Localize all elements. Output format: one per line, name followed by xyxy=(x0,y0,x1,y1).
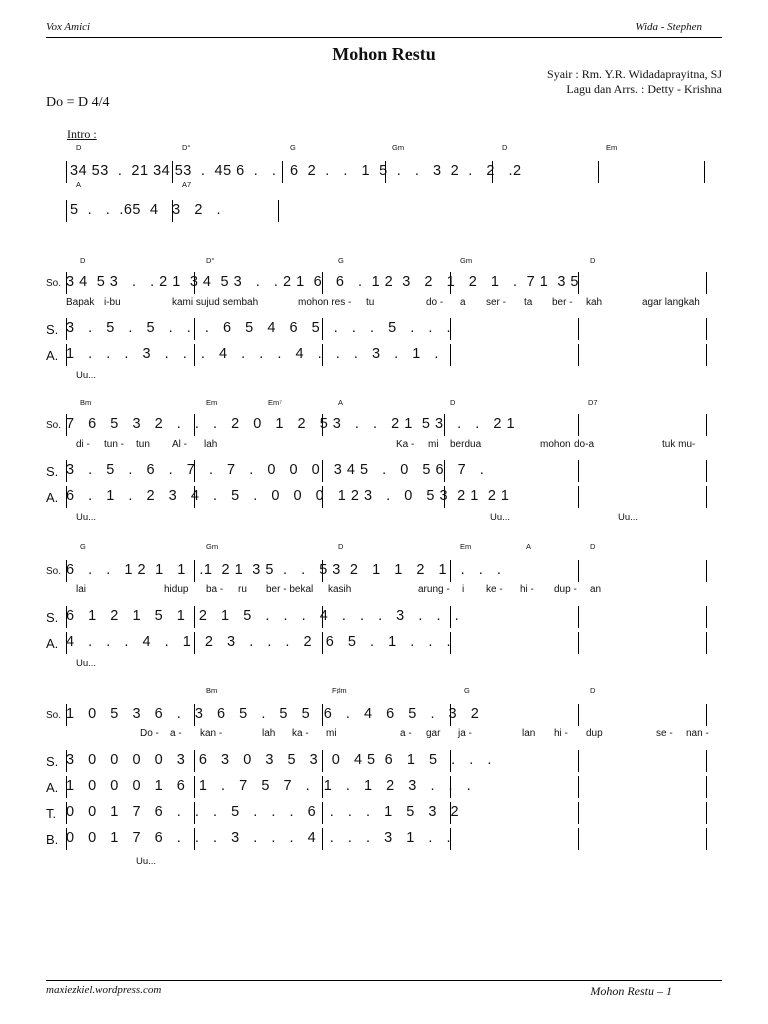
lyric-syllable: tun xyxy=(136,439,150,450)
alto-staff xyxy=(0,344,768,368)
solo-notes: 3 4 5 3 . . 2 1 3 4 5 3 . . 2 1 6 6 . 1 2 3 2 1 2 1 . 7 1 3 5 xyxy=(66,274,579,290)
chord: D xyxy=(590,542,596,551)
lyric-syllable: lan xyxy=(522,728,536,739)
chord-row xyxy=(0,256,768,266)
lyric-syllable: lah xyxy=(262,728,276,739)
intro-staff-2 xyxy=(0,200,768,224)
part-label: T. xyxy=(46,806,57,821)
chord-row xyxy=(0,180,768,190)
soprano-solo-staff xyxy=(0,272,768,296)
lyric-syllable: lah xyxy=(204,439,218,450)
lyric-syllable: ta xyxy=(524,297,533,308)
chord: D7 xyxy=(588,398,598,407)
soprano-staff xyxy=(0,460,768,484)
footer-rule xyxy=(46,980,722,981)
chord: D° xyxy=(182,143,191,152)
chord: Gm xyxy=(460,256,473,265)
tenor-staff xyxy=(0,802,768,826)
intro-label: Intro : xyxy=(67,127,97,141)
header-group-name: Vox Amici xyxy=(46,21,91,33)
tenor-notes: 0 0 1 7 6 . . . 5 . . . 6 . . . 1 5 3 2 xyxy=(66,804,460,820)
lyric-syllable: ka - xyxy=(292,728,309,739)
chord: D xyxy=(590,686,596,695)
chord: F♯m xyxy=(332,686,347,695)
lyric-syllable: a - xyxy=(170,728,182,739)
header-rule xyxy=(46,37,722,38)
lyric-syllable: Bapak xyxy=(66,297,95,308)
music-credit: Lagu dan Arrs. : Detty - Krishna xyxy=(566,82,722,96)
part-label: A. xyxy=(46,780,59,795)
solo-notes: 1 0 5 3 6 . 3 6 5 . 5 5 6 . 4 6 5 . 3 2 xyxy=(66,706,480,722)
lyric-syllable: mi xyxy=(428,439,439,450)
soprano-staff xyxy=(0,606,768,630)
chord: Bm xyxy=(206,686,218,695)
chord: A7 xyxy=(182,180,192,189)
chord: D xyxy=(338,542,344,551)
lyric-syllable: i-bu xyxy=(104,297,121,308)
soprano-staff xyxy=(0,318,768,342)
humming-text: Uu... xyxy=(76,370,97,381)
humming-text: Uu... xyxy=(136,856,157,867)
part-label: B. xyxy=(46,832,59,847)
humming-text: Uu... xyxy=(618,512,639,523)
alto-staff xyxy=(0,776,768,800)
lyric-syllable: ber - bekal xyxy=(266,584,314,595)
lyric-syllable: se - xyxy=(656,728,673,739)
part-label: So. xyxy=(46,278,62,289)
lyric-syllable: an xyxy=(590,584,602,595)
part-label: So. xyxy=(46,566,62,577)
humming-text: Uu... xyxy=(76,658,97,669)
lyric-syllable: hidup xyxy=(164,584,189,595)
chord: G xyxy=(80,542,86,551)
alto-staff xyxy=(0,632,768,656)
chord: Em xyxy=(206,398,218,407)
lyric-syllable: kan - xyxy=(200,728,223,739)
intro-notes-2: 5 . . .65 4 3 2 . xyxy=(70,202,222,218)
chord-row xyxy=(0,398,768,408)
chord: D xyxy=(502,143,508,152)
lyric-syllable: do - xyxy=(426,297,444,308)
alto-notes: 1 . . . 3 . . . 4 . . . 4 . . . 3 . 1 . xyxy=(66,346,439,362)
chord: Em xyxy=(606,143,618,152)
lyric-syllable: tu xyxy=(366,297,375,308)
lyric-syllable: Ka - xyxy=(396,439,415,450)
lyric-syllable: mohon res - xyxy=(298,297,352,308)
soprano-notes: 6 1 2 1 5 1 2 1 5 . . . 4 . . . 3 . . . xyxy=(66,608,460,624)
song-title: Mohon Restu xyxy=(332,44,436,64)
soprano-notes: 3 . 5 . 5 . . . 6 5 4 6 5 . . . 5 . . . xyxy=(66,320,452,336)
lyric-syllable: berdua xyxy=(450,439,482,450)
part-label: S. xyxy=(46,610,59,625)
bass-notes: 0 0 1 7 6 . . . 3 . . . 4 . . . 3 1 . . xyxy=(66,830,452,846)
alto-notes: 1 0 0 0 1 6 1 . 7 5 7 . 1 . 1 2 3 . . . xyxy=(66,778,472,794)
lyric-syllable: Al - xyxy=(172,439,187,450)
humming-text: Uu... xyxy=(76,512,97,523)
chord: G xyxy=(338,256,344,265)
lyric-syllable: a xyxy=(460,297,466,308)
key-signature: Do = D 4/4 xyxy=(46,95,110,110)
bass-staff xyxy=(0,828,768,852)
lyric-syllable: kami sujud sembah xyxy=(172,297,259,308)
chord-row xyxy=(0,542,768,552)
solo-notes: 7 6 5 3 2 . . . 2 0 1 2 5 3 . . 2 1 5 3 . . 2 1 xyxy=(66,416,516,432)
chord: D xyxy=(80,256,86,265)
chord: D xyxy=(76,143,82,152)
chord: A xyxy=(338,398,344,407)
footer-page: Mohon Restu – 1 xyxy=(590,984,672,998)
soprano-solo-staff xyxy=(0,704,768,728)
chord: G xyxy=(464,686,470,695)
lyric-syllable: Do - xyxy=(140,728,159,739)
soprano-staff xyxy=(0,750,768,774)
solo-notes: 6 . . 1 2 1 1 .1 2 1 3 5 . . 5 3 2 1 1 2 1 . . . xyxy=(66,562,502,578)
lyric-syllable: tun - xyxy=(104,439,125,450)
lyric-syllable: ke - xyxy=(486,584,503,595)
lyric-syllable: dup - xyxy=(554,584,577,595)
chord: Gm xyxy=(392,143,405,152)
chord: Em⁷ xyxy=(268,398,282,407)
lyric-syllable: dup xyxy=(586,728,603,739)
chord: Bm xyxy=(80,398,92,407)
humming-text: Uu... xyxy=(490,512,511,523)
lyric-syllable: lai xyxy=(76,584,87,595)
chord: Em xyxy=(460,542,472,551)
lyric-syllable: ru xyxy=(238,584,247,595)
chord: D xyxy=(590,256,596,265)
alto-notes: 6 . 1 . 2 3 4 . 5 . 0 0 0 1 2 3 . 0 5 3 2 1 2 1 xyxy=(66,488,510,504)
soprano-notes: 3 0 0 0 0 3 6 3 0 3 5 3 0 4 5 6 1 5 . . . xyxy=(66,752,492,768)
part-label: So. xyxy=(46,420,62,431)
lyric-syllable: kah xyxy=(586,297,603,308)
lyric-syllable: ba - xyxy=(206,584,224,595)
lyric-syllable: do-a xyxy=(574,439,595,450)
lyric-syllable: ser - xyxy=(486,297,506,308)
chord: A xyxy=(526,542,532,551)
lyric-syllable: i xyxy=(462,584,465,595)
lyric-syllable: agar langkah xyxy=(642,297,700,308)
lyric-syllable: hi - xyxy=(554,728,568,739)
soprano-notes: 3 . 5 . 6 . 7 . 7 . 0 0 0 3 4 5 . 0 5 6 7 . xyxy=(66,462,485,478)
lyric-syllable: hi - xyxy=(520,584,534,595)
lyric-syllable: ja - xyxy=(458,728,472,739)
lyric-syllable: nan - xyxy=(686,728,709,739)
part-label: A. xyxy=(46,348,59,363)
lyric-syllable: mohon xyxy=(540,439,571,450)
lyric-syllable: kasih xyxy=(328,584,352,595)
lyrics-credit: Syair : Rm. Y.R. Widadaprayitna, SJ xyxy=(547,67,722,81)
soprano-solo-staff xyxy=(0,414,768,438)
soprano-solo-staff xyxy=(0,560,768,584)
part-label: S. xyxy=(46,464,59,479)
lyric-syllable: a - xyxy=(400,728,412,739)
lyric-syllable: ber - xyxy=(552,297,573,308)
footer-website: maxiezkiel.wordpress.com xyxy=(46,984,162,996)
alto-notes: 4 . . . 4 . 1 2 3 . . . 2 6 5 . 1 . . . xyxy=(66,634,452,650)
part-label: So. xyxy=(46,710,62,721)
intro-notes: 34 53 . 21 34 53 . 45 6 . . 6 2 . . 1 5 . . 3 2 . 2 .2 xyxy=(70,163,522,179)
lyric-syllable: di - xyxy=(76,439,90,450)
part-label: A. xyxy=(46,636,59,651)
chord: A xyxy=(76,180,82,189)
part-label: S. xyxy=(46,322,59,337)
header-arranger: Wida - Stephen xyxy=(635,21,702,33)
chord: D xyxy=(450,398,456,407)
chord: Gm xyxy=(206,542,219,551)
chord: D° xyxy=(206,256,215,265)
chord-row xyxy=(0,143,768,153)
lyric-syllable: gar xyxy=(426,728,441,739)
lyric-syllable: tuk mu- xyxy=(662,439,696,450)
part-label: A. xyxy=(46,490,59,505)
alto-staff xyxy=(0,486,768,510)
lyric-syllable: mi xyxy=(326,728,337,739)
chord: G xyxy=(290,143,296,152)
chord-row xyxy=(0,686,768,696)
lyric-syllable: arung - xyxy=(418,584,450,595)
part-label: S. xyxy=(46,754,59,769)
